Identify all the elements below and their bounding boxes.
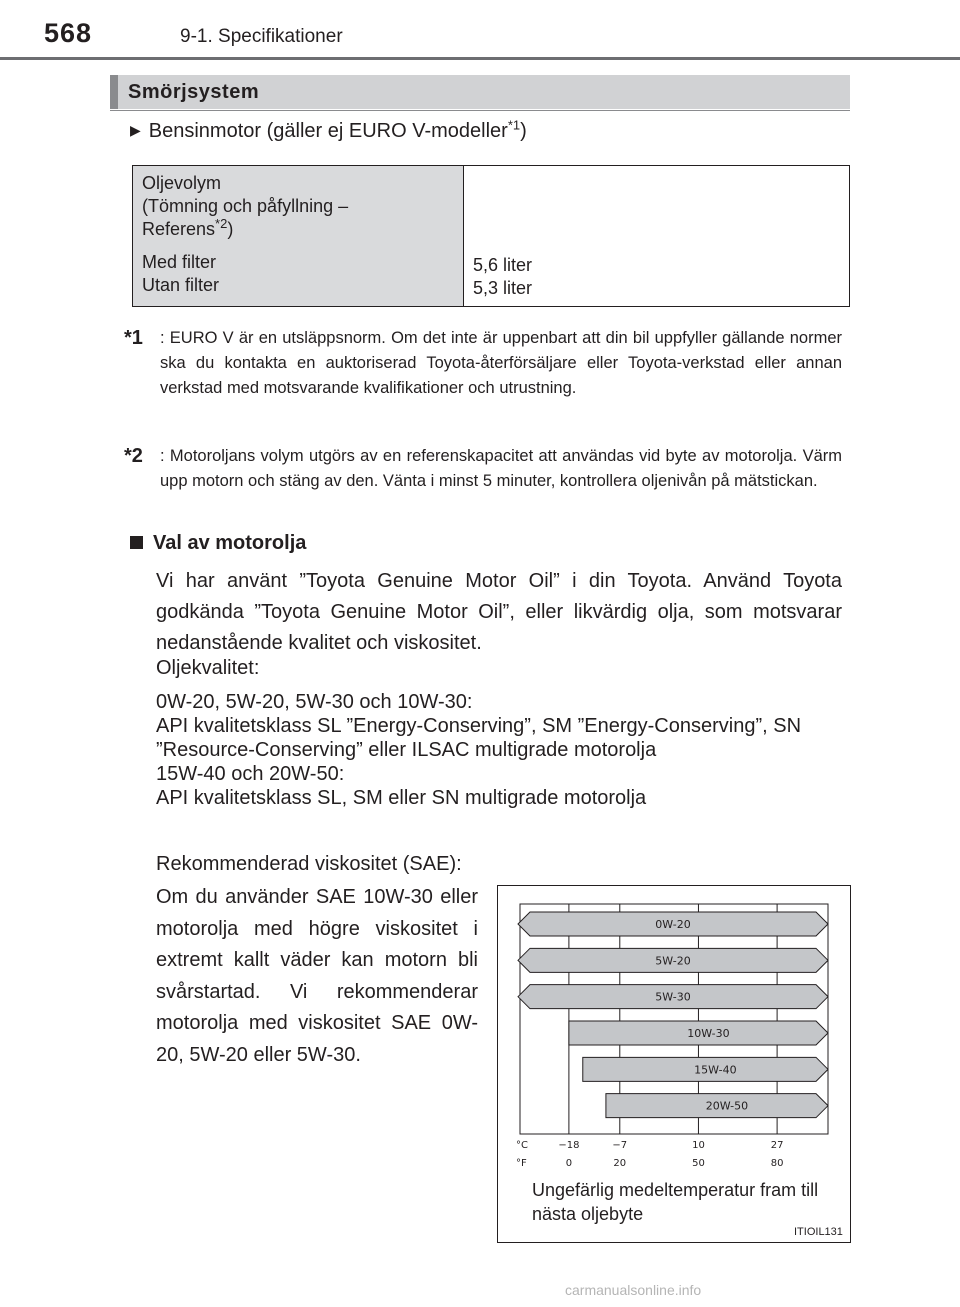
footnote-2 xyxy=(124,444,842,494)
ref-text: Referens xyxy=(142,219,216,239)
viscosity-text: Om du använder SAE 10W-30 eller motorolja med högre viskositet i extremt kallt väder kan motorn bli svårstartad. Vi rekommenderar motorolja med viskositet SAE 0W-20, 5W-20 eller 5W-30. xyxy=(156,886,478,1066)
engine-bullet-close: ) xyxy=(520,120,527,142)
fahrenheit-tick-label: 50 xyxy=(692,1158,705,1169)
oil-quality-line-3: ”Resource-Conserving” eller ILSAC multigrade motorolja xyxy=(156,739,657,761)
oil-quality-label: Oljekvalitet: xyxy=(156,657,260,679)
without-filter-value: 5,3 liter xyxy=(473,278,533,298)
oil-volume-label-sub: (Tömning och påfyllning – xyxy=(142,196,349,216)
section-title: Smörjsystem xyxy=(128,81,260,103)
viscosity-chart xyxy=(497,885,851,1243)
square-bullet-icon xyxy=(130,536,143,549)
oil-quality-line-5: API kvalitetsklass SL, SM eller SN multigrade motorolja xyxy=(156,787,647,809)
footnote-ref-2: *2 xyxy=(215,216,228,231)
footnote-ref-1: *1 xyxy=(507,117,521,133)
footnote-1 xyxy=(124,326,842,401)
oil-volume-label-cell xyxy=(133,166,464,307)
oil-volume-table xyxy=(132,165,850,307)
section-bar-edge xyxy=(110,75,118,109)
with-filter-value: 5,6 liter xyxy=(473,255,533,275)
oil-volume-value-cell xyxy=(464,166,850,307)
watermark: carmanualsonline.info xyxy=(565,1282,702,1298)
footnote-text-2: : Motoroljans volym utgörs av en referenskapacitet att användas vid byte av motorolja. Värm upp motorn och stäng av den. Vänta i minst 5 minuter, kontrollera oljenivån på mätstickan. xyxy=(160,447,842,490)
celsius-tick-label: −7 xyxy=(612,1140,628,1151)
fahrenheit-unit-label: °F xyxy=(516,1158,527,1169)
viscosity-bar-label: 15W-40 xyxy=(694,1063,737,1077)
oil-volume-label: Oljevolym xyxy=(142,173,222,193)
celsius-tick-label: 27 xyxy=(770,1140,784,1151)
oil-quality-list xyxy=(156,690,842,810)
with-filter-label: Med filter xyxy=(142,252,217,272)
chapter-title: 9-1. Specifikationer xyxy=(180,26,343,47)
section-bar xyxy=(110,75,850,109)
oil-selection-heading-text: Val av motorolja xyxy=(153,532,307,554)
section-underline xyxy=(110,110,850,111)
oil-volume-label-ref xyxy=(142,218,454,241)
viscosity-bar-label: 20W-50 xyxy=(705,1099,749,1113)
viscosity-bar-label: 5W-20 xyxy=(655,954,691,968)
viscosity-bar-label: 5W-30 xyxy=(655,990,691,1004)
fahrenheit-tick-label: 80 xyxy=(770,1158,784,1169)
viscosity-chart-svg xyxy=(498,886,850,1242)
oil-quality-line-2: API kvalitetsklass SL ”Energy-Conserving”, SM ”Energy-Conserving”, SN xyxy=(156,715,802,737)
viscosity-label: Rekommenderad viskositet (SAE): xyxy=(156,853,462,875)
fahrenheit-tick-label: 20 xyxy=(613,1158,627,1169)
oil-quality-line-4: 15W-40 och 20W-50: xyxy=(156,763,345,785)
chart-caption-line-2: nästa oljebyte xyxy=(532,1204,644,1224)
chart-caption-line-1: Ungefärlig medeltemperatur fram till xyxy=(532,1180,819,1200)
triangle-bullet-icon: ▶ xyxy=(130,122,141,138)
fahrenheit-tick-label: 0 xyxy=(565,1158,573,1169)
oil-quality-line-1: 0W-20, 5W-20, 5W-30 och 10W-30: xyxy=(156,691,473,713)
oil-intro: Vi har använt ”Toyota Genuine Motor Oil” i din Toyota. Använd Toyota godkända ”Toyota Genuine Motor Oil”, eller likvärdig olja, som motsvarar nedanstående kvalitet och viskositet. xyxy=(156,570,842,654)
celsius-tick-label: −18 xyxy=(558,1140,580,1151)
celsius-tick-label: 10 xyxy=(692,1140,705,1151)
header-rule xyxy=(0,57,960,60)
footnote-mark-2: *2 xyxy=(124,445,143,467)
without-filter-label: Utan filter xyxy=(142,275,220,295)
footnote-mark-1: *1 xyxy=(124,327,143,349)
engine-bullet xyxy=(130,117,527,143)
viscosity-bar-label: 10W-30 xyxy=(687,1027,730,1040)
engine-bullet-text: Bensinmotor (gäller ej EURO V-modeller xyxy=(148,120,508,142)
page-number: 568 xyxy=(44,18,93,48)
footnote-text-1: : EURO V är en utsläppsnorm. Om det inte är uppenbart att din bil uppfyller gällande normer ska du kontakta en auktoriserad Toyota-återförsäljare eller Toyota-verkstad eller annan verkstad med motsvarande kvalifikationer och utrustning. xyxy=(160,329,842,397)
ref-close: ) xyxy=(227,219,234,239)
celsius-unit-label: °C xyxy=(516,1140,528,1151)
figure-id: ITIOIL131 xyxy=(794,1226,843,1238)
oil-selection-heading xyxy=(130,532,306,555)
viscosity-bar-label: 0W-20 xyxy=(655,918,691,931)
